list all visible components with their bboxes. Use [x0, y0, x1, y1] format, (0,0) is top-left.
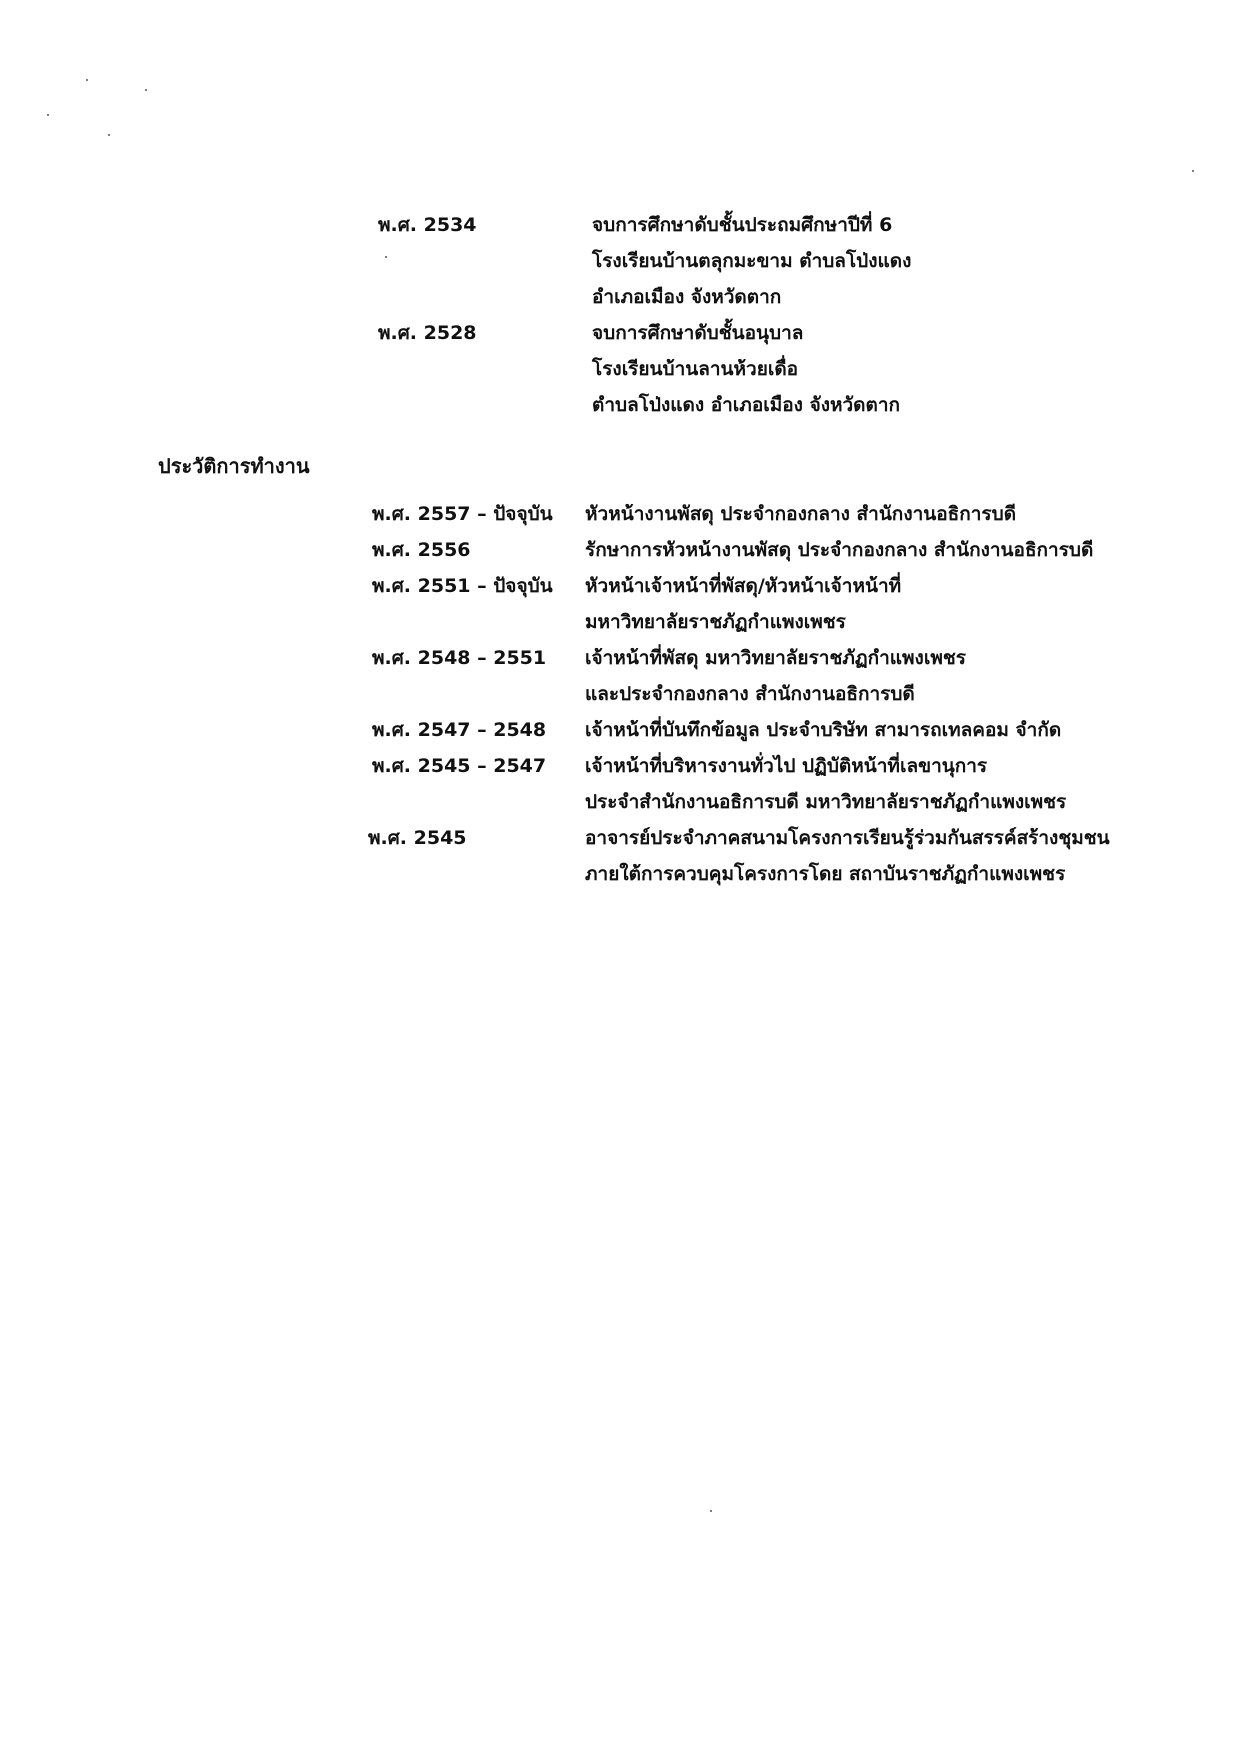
entry-description	[592, 315, 900, 423]
entry-description	[585, 748, 1066, 820]
entry-date: พ.ศ. 2548 – 2551	[372, 647, 547, 669]
entry-description	[585, 820, 1110, 892]
entry-line: มหาวิทยาลัยราชภัฏกำแพงเพชร	[585, 611, 846, 633]
entry-line: ประจำสำนักงานอธิการบดี มหาวิทยาลัยราชภัฏกำแพงเพชร	[585, 791, 1067, 813]
scan-speck	[710, 1510, 712, 1512]
entry-date: พ.ศ. 2528	[378, 322, 477, 344]
entry-date: พ.ศ. 2551 – ปัจจุบัน	[372, 575, 553, 597]
entry-date: พ.ศ. 2534	[378, 214, 477, 236]
entry-line: รักษาการหัวหน้างานพัสดุ ประจำกองกลาง สำนักงานอธิการบดี	[585, 539, 1094, 561]
entry-date: พ.ศ. 2545 – 2547	[372, 755, 547, 777]
entry-date: พ.ศ. 2556	[372, 539, 471, 561]
scan-speck	[108, 134, 110, 136]
entry-description	[585, 532, 1093, 568]
entry-description	[585, 568, 901, 640]
entry-description	[585, 640, 966, 712]
entry-date: พ.ศ. 2557 – ปัจจุบัน	[372, 503, 553, 525]
entry-line: เจ้าหน้าที่บันทึกข้อมูล ประจำบริษัท สามารถเทลคอม จำกัด	[585, 719, 1062, 741]
entry-description	[585, 712, 1061, 748]
entry-line: อำเภอเมือง จังหวัดตาก	[592, 286, 782, 308]
entry-line: โรงเรียนบ้านตลุกมะขาม ตำบลโป่งแดง	[592, 250, 912, 272]
entry-line: เจ้าหน้าที่บริหารงานทั่วไป ปฏิบัติหน้าที่เลขานุการ	[585, 755, 988, 777]
scan-speck	[145, 89, 147, 91]
entry-line: โรงเรียนบ้านลานห้วยเดื่อ	[592, 358, 799, 380]
entry-description	[592, 207, 911, 315]
entry-line: และประจำกองกลาง สำนักงานอธิการบดี	[585, 683, 915, 705]
entry-line: เจ้าหน้าที่พัสดุ มหาวิทยาลัยราชภัฏกำแพงเพชร	[585, 647, 966, 669]
scan-speck	[1192, 170, 1194, 172]
scan-speck	[47, 114, 49, 116]
work-history-heading: ประวัติการทำงาน	[158, 454, 310, 478]
scan-speck	[385, 256, 387, 258]
entry-line: หัวหน้าเจ้าหน้าที่พัสดุ/หัวหน้าเจ้าหน้าที่	[585, 575, 902, 597]
entry-line: อาจารย์ประจำภาคสนามโครงการเรียนรู้ร่วมกันสรรค์สร้างชุมชน	[585, 827, 1110, 849]
entry-description	[585, 496, 1016, 532]
entry-date: พ.ศ. 2545	[368, 827, 467, 849]
scan-speck	[86, 79, 88, 81]
entry-line: ตำบลโป่งแดง อำเภอเมือง จังหวัดตาก	[592, 394, 901, 416]
entry-line: จบการศึกษาดับชั้นประถมศึกษาปีที่ 6	[592, 214, 893, 236]
entry-line: จบการศึกษาดับชั้นอนุบาล	[592, 322, 804, 344]
entry-line: หัวหน้างานพัสดุ ประจำกองกลาง สำนักงานอธิการบดี	[585, 503, 1017, 525]
entry-line: ภายใต้การควบคุมโครงการโดย สถาบันราชภัฏกำแพงเพชร	[585, 863, 1066, 885]
entry-date: พ.ศ. 2547 – 2548	[372, 719, 547, 741]
